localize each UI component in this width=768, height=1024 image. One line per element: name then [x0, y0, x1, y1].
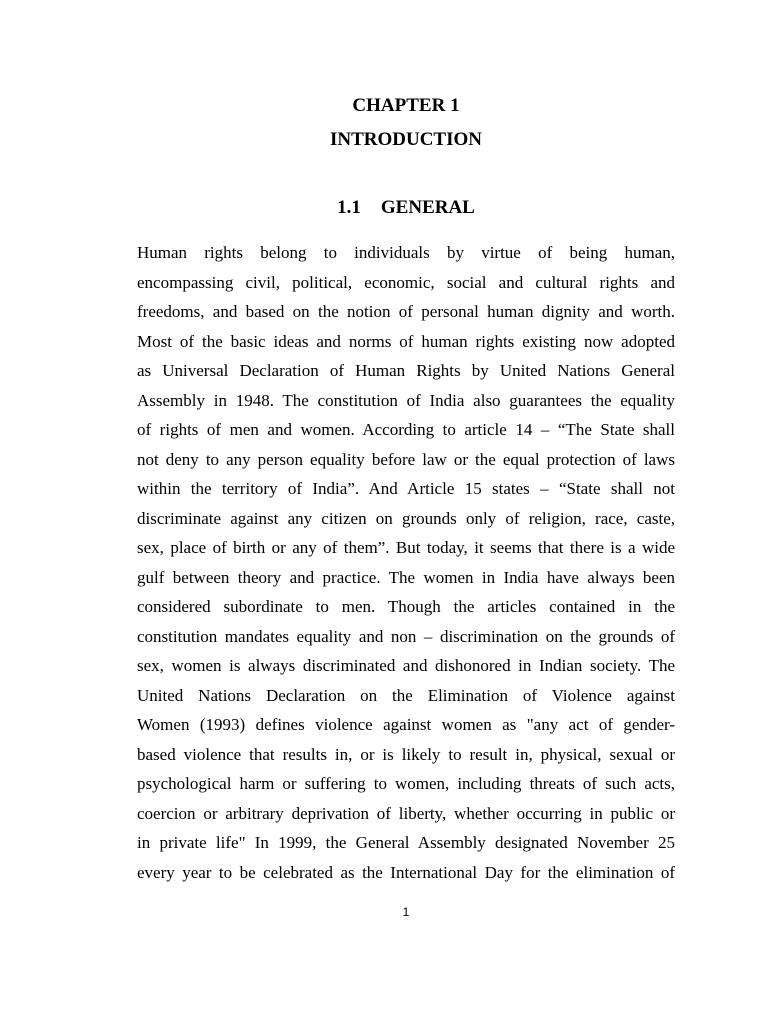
body-line: constitution mandates equality and non – discrimination on the grounds of	[137, 626, 675, 646]
body-line: psychological harm or suffering to women, including threats of such acts,	[137, 774, 675, 793]
page-number: 1	[402, 905, 410, 919]
body-line: based violence that results in, or is likely to result in, physical, sexual or	[137, 744, 675, 764]
body-line: Assembly in 1948. The constitution of India also guarantees the equality	[137, 390, 675, 410]
body-line: sex, place of birth or any of them”. But today, it seems that there is a wide	[137, 538, 675, 557]
body-line: of rights of men and women. According to article 14 – “The State shall	[137, 420, 675, 439]
body-paragraph	[137, 238, 675, 887]
body-line: sex, women is always discriminated and dishonored in Indian society. The	[137, 656, 675, 675]
chapter-title: INTRODUCTION	[329, 129, 483, 150]
section-title: GENERAL	[380, 197, 475, 218]
body-line: encompassing civil, political, economic, social and cultural rights and	[137, 272, 675, 292]
body-line: in private life" In 1999, the General Assembly designated November 25	[137, 833, 675, 852]
body-line: as Universal Declaration of Human Rights by United Nations General	[137, 361, 675, 380]
body-line: considered subordinate to men. Though the articles contained in the	[137, 597, 675, 616]
section-number: 1.1	[337, 197, 361, 218]
body-line: discriminate against any citizen on grounds only of religion, race, caste,	[137, 508, 675, 528]
body-line: freedoms, and based on the notion of personal human dignity and worth.	[137, 302, 675, 321]
body-line: Most of the basic ideas and norms of human rights existing now adopted	[137, 331, 675, 351]
body-line: not deny to any person equality before law or the equal protection of laws	[137, 449, 675, 469]
body-line: Human rights belong to individuals by virtue of being human,	[137, 243, 675, 262]
section-heading	[0, 197, 768, 219]
body-line: every year to be celebrated as the International Day for the elimination of	[137, 862, 675, 882]
body-line: coercion or arbitrary deprivation of liberty, whether occurring in public or	[137, 803, 675, 823]
body-line: gulf between theory and practice. The women in India have always been	[137, 567, 675, 587]
body-line: United Nations Declaration on the Elimination of Violence against	[137, 685, 675, 705]
chapter-number: CHAPTER 1	[352, 95, 460, 116]
body-line: within the territory of India”. And Article 15 states – “State shall not	[137, 479, 675, 498]
body-line: Women (1993) defines violence against women as "any act of gender-	[137, 715, 675, 734]
